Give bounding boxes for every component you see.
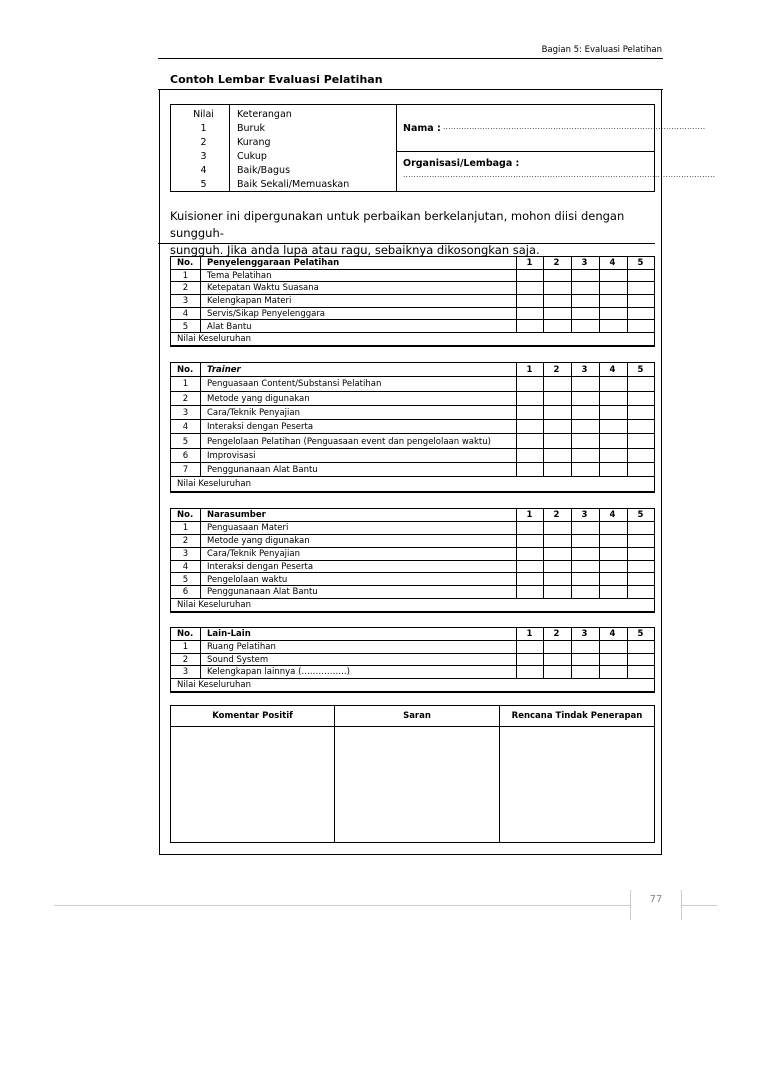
saran-header: Saran bbox=[335, 706, 499, 727]
comments-table bbox=[170, 705, 655, 843]
score-header: 3 bbox=[581, 258, 588, 268]
scale-header-row bbox=[171, 108, 396, 121]
column-divider bbox=[543, 509, 544, 599]
total-row bbox=[171, 333, 654, 346]
score-header: 2 bbox=[553, 510, 560, 520]
scale-row bbox=[171, 136, 396, 149]
score-cell[interactable] bbox=[627, 522, 654, 535]
score-cell[interactable] bbox=[571, 321, 598, 334]
scale-keterangan-header: Keterangan bbox=[237, 109, 292, 120]
column-divider bbox=[543, 257, 544, 333]
score-cell[interactable] bbox=[516, 308, 543, 321]
rating-scale-table bbox=[170, 104, 716, 192]
score-cell[interactable] bbox=[543, 270, 570, 283]
item-number: 3 bbox=[182, 548, 189, 559]
table-header-row bbox=[171, 257, 654, 270]
column-divider bbox=[599, 257, 600, 333]
total-label: Nilai Keseluruhan bbox=[177, 600, 252, 611]
table-row bbox=[171, 463, 654, 477]
item-label: Improvisasi bbox=[207, 450, 256, 461]
column-divider bbox=[516, 509, 517, 599]
column-divider bbox=[571, 628, 572, 679]
scale-value: 4 bbox=[200, 165, 207, 176]
item-label: Alat Bantu bbox=[207, 321, 252, 332]
score-cell[interactable] bbox=[599, 522, 626, 535]
score-cell[interactable] bbox=[571, 308, 598, 321]
table-row bbox=[171, 561, 654, 574]
score-cell[interactable] bbox=[627, 321, 654, 334]
table-header-row bbox=[171, 628, 654, 641]
score-cell[interactable] bbox=[599, 561, 626, 574]
table-row bbox=[171, 574, 654, 587]
score-cell[interactable] bbox=[627, 574, 654, 587]
score-cell[interactable] bbox=[543, 435, 570, 449]
score-cell[interactable] bbox=[599, 586, 626, 599]
category-heading: Narasumber bbox=[207, 510, 266, 520]
item-number: 5 bbox=[182, 436, 189, 447]
score-cell[interactable] bbox=[543, 561, 570, 574]
score-cell[interactable] bbox=[543, 654, 570, 667]
item-label: Metode yang digunakan bbox=[207, 393, 310, 404]
score-header: 1 bbox=[526, 258, 533, 268]
rating-table-t3 bbox=[170, 508, 655, 613]
table-row bbox=[171, 666, 654, 679]
score-cell[interactable] bbox=[516, 463, 543, 477]
intro-paragraph bbox=[170, 208, 660, 259]
footer-rule bbox=[682, 905, 717, 906]
item-number: 5 bbox=[182, 321, 189, 332]
score-cell[interactable] bbox=[543, 282, 570, 295]
score-header: 4 bbox=[609, 629, 616, 639]
score-cell[interactable] bbox=[543, 574, 570, 587]
score-cell[interactable] bbox=[516, 449, 543, 463]
item-number: 1 bbox=[182, 379, 189, 390]
score-cell[interactable] bbox=[516, 321, 543, 334]
score-cell[interactable] bbox=[599, 406, 626, 420]
score-cell[interactable] bbox=[571, 270, 598, 283]
score-cell[interactable] bbox=[543, 548, 570, 561]
column-divider bbox=[516, 363, 517, 477]
score-cell[interactable] bbox=[516, 420, 543, 434]
score-cell[interactable] bbox=[571, 406, 598, 420]
column-divider bbox=[571, 509, 572, 599]
item-label: Servis/Sikap Penyelenggara bbox=[207, 308, 326, 319]
item-label: Penguasaan Content/Substansi Pelatihan bbox=[207, 379, 382, 390]
item-label: Cara/Teknik Penyajian bbox=[207, 407, 300, 418]
score-cell[interactable] bbox=[571, 449, 598, 463]
score-cell[interactable] bbox=[599, 654, 626, 667]
score-cell[interactable] bbox=[599, 420, 626, 434]
item-label: Pengelolaan Pelatihan (Penguasaan event dan pengelolaan waktu) bbox=[207, 436, 491, 447]
score-header: 4 bbox=[609, 258, 616, 268]
score-cell[interactable] bbox=[599, 295, 626, 308]
category-heading: Penyelenggaraan Pelatihan bbox=[207, 258, 340, 268]
score-cell[interactable] bbox=[599, 270, 626, 283]
score-header: 5 bbox=[637, 365, 644, 375]
scale-label: Cukup bbox=[237, 151, 267, 162]
table-row bbox=[171, 535, 654, 548]
item-number: 4 bbox=[182, 561, 189, 572]
no-header: No. bbox=[177, 258, 194, 268]
scale-value: 2 bbox=[200, 137, 207, 148]
table-row bbox=[171, 586, 654, 599]
score-header: 3 bbox=[581, 629, 588, 639]
score-cell[interactable] bbox=[543, 321, 570, 334]
score-header: 3 bbox=[581, 510, 588, 520]
total-label: Nilai Keseluruhan bbox=[177, 334, 252, 345]
total-row bbox=[171, 679, 654, 692]
category-heading: Trainer bbox=[207, 365, 241, 375]
organisasi-field[interactable]: ....................................................................................................................... bbox=[403, 171, 716, 179]
column-divider bbox=[599, 509, 600, 599]
scale-value: 1 bbox=[200, 123, 207, 134]
table-row bbox=[171, 308, 654, 321]
komentar-positif-header: Komentar Positif bbox=[171, 706, 334, 727]
item-label: Kelengkapan lainnya (…………….) bbox=[207, 667, 350, 678]
scale-value: 5 bbox=[200, 179, 207, 190]
score-cell[interactable] bbox=[543, 666, 570, 679]
score-cell[interactable] bbox=[599, 548, 626, 561]
category-heading: Lain-Lain bbox=[207, 629, 251, 639]
column-divider bbox=[627, 363, 628, 477]
score-cell[interactable] bbox=[599, 321, 626, 334]
table-row bbox=[171, 654, 654, 667]
scale-label: Kurang bbox=[237, 137, 271, 148]
score-cell[interactable] bbox=[599, 666, 626, 679]
column-divider bbox=[599, 628, 600, 679]
table-row bbox=[171, 377, 654, 391]
score-cell[interactable] bbox=[543, 295, 570, 308]
score-cell[interactable] bbox=[571, 574, 598, 587]
item-label: Pengelolaan waktu bbox=[207, 574, 288, 585]
intro-divider bbox=[158, 243, 655, 244]
rating-table-t1 bbox=[170, 256, 655, 347]
no-header: No. bbox=[177, 629, 194, 639]
score-cell[interactable] bbox=[543, 449, 570, 463]
table-row bbox=[171, 449, 654, 463]
table-row bbox=[171, 282, 654, 295]
column-divider bbox=[200, 509, 201, 599]
page-title: Contoh Lembar Evaluasi Pelatihan bbox=[170, 73, 383, 86]
score-cell[interactable] bbox=[571, 392, 598, 406]
table-header-row bbox=[171, 363, 654, 377]
score-header: 2 bbox=[553, 258, 560, 268]
item-label: Metode yang digunakan bbox=[207, 535, 310, 546]
score-cell[interactable] bbox=[516, 586, 543, 599]
score-cell[interactable] bbox=[516, 522, 543, 535]
score-cell[interactable] bbox=[627, 463, 654, 477]
score-cell[interactable] bbox=[627, 282, 654, 295]
column-divider bbox=[200, 363, 201, 477]
item-number: 1 bbox=[182, 270, 189, 281]
item-number: 2 bbox=[182, 654, 189, 665]
table-row bbox=[171, 548, 654, 561]
item-label: Penggunanaan Alat Bantu bbox=[207, 465, 318, 476]
score-cell[interactable] bbox=[627, 406, 654, 420]
score-header: 2 bbox=[553, 629, 560, 639]
score-cell[interactable] bbox=[627, 561, 654, 574]
item-number: 6 bbox=[182, 587, 189, 598]
total-label: Nilai Keseluruhan bbox=[177, 680, 252, 691]
score-cell[interactable] bbox=[571, 420, 598, 434]
item-label: Cara/Teknik Penyajian bbox=[207, 548, 300, 559]
score-cell[interactable] bbox=[627, 548, 654, 561]
scale-row bbox=[171, 164, 396, 177]
score-cell[interactable] bbox=[543, 522, 570, 535]
score-header: 5 bbox=[637, 258, 644, 268]
score-cell[interactable] bbox=[599, 282, 626, 295]
score-header: 1 bbox=[526, 510, 533, 520]
item-number: 2 bbox=[182, 393, 189, 404]
rating-table-t4 bbox=[170, 627, 655, 693]
rating-table-t2 bbox=[170, 362, 655, 493]
score-cell[interactable] bbox=[627, 435, 654, 449]
score-cell[interactable] bbox=[516, 377, 543, 391]
score-header: 3 bbox=[581, 365, 588, 375]
score-header: 5 bbox=[637, 510, 644, 520]
no-header: No. bbox=[177, 365, 194, 375]
organisasi-label: Organisasi/Lembaga : bbox=[403, 158, 520, 169]
score-cell[interactable] bbox=[543, 586, 570, 599]
score-cell[interactable] bbox=[599, 377, 626, 391]
score-cell[interactable] bbox=[516, 295, 543, 308]
table-row bbox=[171, 295, 654, 308]
score-header: 5 bbox=[637, 629, 644, 639]
item-number: 1 bbox=[182, 522, 189, 533]
score-cell[interactable] bbox=[599, 392, 626, 406]
item-label: Ketepatan Waktu Suasana bbox=[207, 283, 319, 294]
score-cell[interactable] bbox=[571, 641, 598, 654]
score-header: 4 bbox=[609, 365, 616, 375]
column-divider bbox=[543, 628, 544, 679]
score-cell[interactable] bbox=[516, 666, 543, 679]
item-label: Interaksi dengan Peserta bbox=[207, 561, 314, 572]
score-cell[interactable] bbox=[516, 270, 543, 283]
score-cell[interactable] bbox=[516, 641, 543, 654]
score-cell[interactable] bbox=[627, 308, 654, 321]
item-number: 6 bbox=[182, 450, 189, 461]
column-divider bbox=[516, 257, 517, 333]
table-row bbox=[171, 420, 654, 434]
score-cell[interactable] bbox=[571, 561, 598, 574]
score-header: 4 bbox=[609, 510, 616, 520]
score-cell[interactable] bbox=[571, 535, 598, 548]
column-divider bbox=[627, 257, 628, 333]
score-cell[interactable] bbox=[516, 282, 543, 295]
item-number: 7 bbox=[182, 465, 189, 476]
nama-label: Nama : bbox=[403, 123, 441, 134]
score-cell[interactable] bbox=[571, 586, 598, 599]
scale-legend bbox=[171, 105, 397, 191]
total-label: Nilai Keseluruhan bbox=[177, 479, 252, 490]
score-cell[interactable] bbox=[543, 392, 570, 406]
column-divider bbox=[571, 257, 572, 333]
item-number: 2 bbox=[182, 283, 189, 294]
item-label: Interaksi dengan Peserta bbox=[207, 422, 314, 433]
score-cell[interactable] bbox=[627, 377, 654, 391]
score-header: 1 bbox=[526, 629, 533, 639]
table-row bbox=[171, 435, 654, 449]
scale-value: 3 bbox=[200, 151, 207, 162]
score-cell[interactable] bbox=[571, 666, 598, 679]
header-divider bbox=[158, 58, 663, 59]
no-header: No. bbox=[177, 510, 194, 520]
column-divider bbox=[627, 628, 628, 679]
score-cell[interactable] bbox=[571, 377, 598, 391]
score-cell[interactable] bbox=[571, 548, 598, 561]
total-row bbox=[171, 599, 654, 612]
score-cell[interactable] bbox=[516, 548, 543, 561]
score-cell[interactable] bbox=[543, 406, 570, 420]
table-row bbox=[171, 392, 654, 406]
score-cell[interactable] bbox=[627, 666, 654, 679]
score-cell[interactable] bbox=[543, 308, 570, 321]
score-cell[interactable] bbox=[627, 449, 654, 463]
item-number: 3 bbox=[182, 667, 189, 678]
rencana-header: Rencana Tindak Penerapan bbox=[500, 706, 654, 727]
column-divider bbox=[200, 257, 201, 333]
score-cell[interactable] bbox=[571, 522, 598, 535]
item-label: Sound System bbox=[207, 654, 269, 665]
scale-row bbox=[171, 122, 396, 135]
scale-row bbox=[171, 178, 396, 191]
footer-rule bbox=[54, 905, 630, 906]
column-divider bbox=[200, 628, 201, 679]
table-row bbox=[171, 270, 654, 283]
score-cell[interactable] bbox=[516, 654, 543, 667]
score-cell[interactable] bbox=[627, 270, 654, 283]
item-label: Tema Pelatihan bbox=[207, 270, 272, 281]
score-cell[interactable] bbox=[543, 420, 570, 434]
score-cell[interactable] bbox=[516, 535, 543, 548]
score-cell[interactable] bbox=[627, 535, 654, 548]
score-cell[interactable] bbox=[571, 435, 598, 449]
table-row bbox=[171, 522, 654, 535]
score-cell[interactable] bbox=[571, 295, 598, 308]
score-cell[interactable] bbox=[599, 435, 626, 449]
score-cell[interactable] bbox=[599, 641, 626, 654]
column-divider bbox=[599, 363, 600, 477]
score-cell[interactable] bbox=[516, 561, 543, 574]
score-cell[interactable] bbox=[543, 641, 570, 654]
score-cell[interactable] bbox=[599, 463, 626, 477]
score-cell[interactable] bbox=[599, 449, 626, 463]
column-divider bbox=[627, 509, 628, 599]
score-cell[interactable] bbox=[543, 377, 570, 391]
score-cell[interactable] bbox=[543, 535, 570, 548]
item-number: 5 bbox=[182, 574, 189, 585]
page-number: 77 bbox=[649, 894, 663, 905]
table-row bbox=[171, 406, 654, 420]
column-divider bbox=[516, 628, 517, 679]
item-number: 4 bbox=[182, 422, 189, 433]
score-cell[interactable] bbox=[627, 641, 654, 654]
score-cell[interactable] bbox=[627, 654, 654, 667]
identity-divider bbox=[396, 151, 654, 152]
table-row bbox=[171, 641, 654, 654]
table-header-row bbox=[171, 509, 654, 522]
saran-column[interactable] bbox=[335, 706, 500, 842]
komentar-positif-column[interactable] bbox=[171, 706, 335, 842]
scale-label: Buruk bbox=[237, 123, 265, 134]
scale-label: Baik/Bagus bbox=[237, 165, 291, 176]
score-cell[interactable] bbox=[599, 535, 626, 548]
table-row bbox=[171, 321, 654, 334]
page-header-section: Bagian 5: Evaluasi Pelatihan bbox=[541, 45, 662, 55]
rencana-column[interactable] bbox=[500, 706, 654, 842]
item-number: 3 bbox=[182, 296, 189, 307]
score-cell[interactable] bbox=[516, 392, 543, 406]
score-cell[interactable] bbox=[627, 420, 654, 434]
item-label: Penggunanaan Alat Bantu bbox=[207, 587, 318, 598]
score-cell[interactable] bbox=[627, 295, 654, 308]
score-header: 2 bbox=[553, 365, 560, 375]
column-divider bbox=[543, 363, 544, 477]
item-number: 2 bbox=[182, 535, 189, 546]
score-cell[interactable] bbox=[599, 308, 626, 321]
score-cell[interactable] bbox=[516, 574, 543, 587]
score-cell[interactable] bbox=[571, 282, 598, 295]
score-cell[interactable] bbox=[571, 463, 598, 477]
scale-nilai-header: Nilai bbox=[193, 109, 214, 120]
item-number: 1 bbox=[182, 641, 189, 652]
nama-field[interactable]: .................................................................................................... bbox=[443, 123, 706, 131]
intro-line: sungguh. Jika anda lupa atau ragu, sebaiknya dikosongkan saja. bbox=[170, 243, 540, 257]
item-label: Kelengkapan Materi bbox=[207, 296, 292, 307]
item-label: Ruang Pelatihan bbox=[207, 641, 276, 652]
score-header: 1 bbox=[526, 365, 533, 375]
total-row bbox=[171, 477, 654, 491]
item-number: 4 bbox=[182, 308, 189, 319]
scale-row bbox=[171, 150, 396, 163]
item-label: Penguasaan Materi bbox=[207, 522, 289, 533]
score-cell[interactable] bbox=[516, 435, 543, 449]
scale-label: Baik Sekali/Memuaskan bbox=[237, 179, 350, 190]
column-divider bbox=[571, 363, 572, 477]
intro-line: Kuisioner ini dipergunakan untuk perbaikan berkelanjutan, mohon diisi dengan sungguh- bbox=[170, 209, 625, 240]
score-cell[interactable] bbox=[599, 574, 626, 587]
score-cell[interactable] bbox=[543, 463, 570, 477]
score-cell[interactable] bbox=[516, 406, 543, 420]
score-cell[interactable] bbox=[627, 586, 654, 599]
score-cell[interactable] bbox=[627, 392, 654, 406]
item-number: 3 bbox=[182, 407, 189, 418]
score-cell[interactable] bbox=[571, 654, 598, 667]
